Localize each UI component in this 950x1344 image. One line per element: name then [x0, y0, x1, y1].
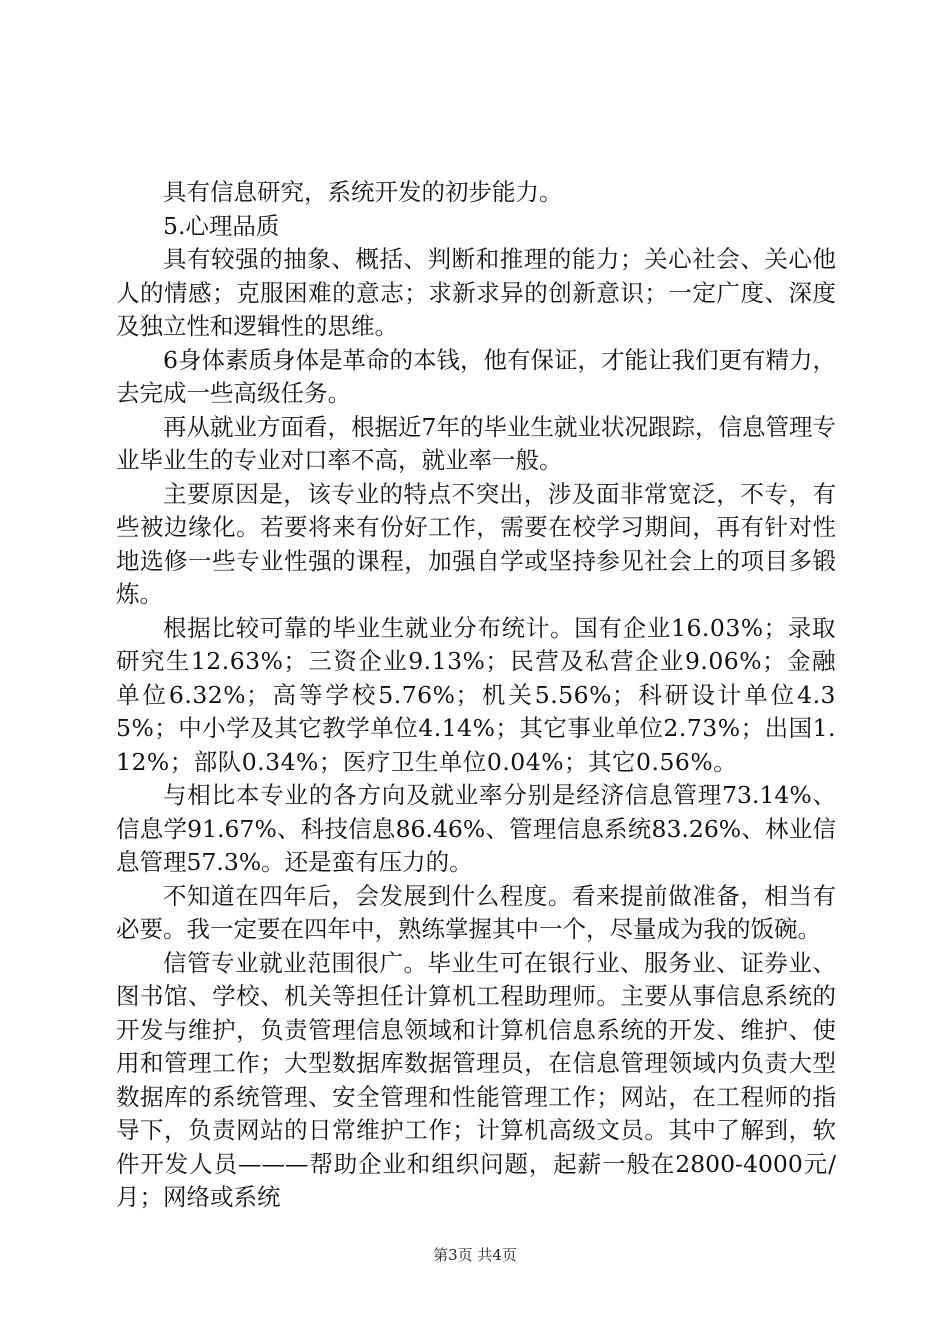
- paragraph-9: 不知道在四年后，会发展到什么程度。看来提前做准备，相当有必要。我一定要在四年中，熟练掌握其中一个，尽量成为我的饭碗。: [116, 881, 836, 943]
- paragraph-8: 与相比本专业的各方向及就业率分别是经济信息管理73.14%、信息学91.67%、科技信息86.46%、管理信息系统83.26%、林业信息管理57.3%。还是蛮有压力的。: [116, 781, 836, 876]
- paragraph-5: 再从就业方面看，根据近7年的毕业生就业状况跟踪，信息管理专业毕业生的专业对口率不高，就业率一般。: [116, 412, 836, 474]
- document-body: [116, 176, 836, 1215]
- paragraph-2-heading: 5.心理品质: [163, 211, 280, 240]
- paragraph-10: 信管专业就业范围很广。毕业生可在银行业、服务业、证券业、图书馆、学校、机关等担任计算机工程助理师。主要从事信息系统的开发与维护，负责管理信息领域和计算机信息系统的开发、维护、使用和管理工作；大型数据库数据管理员，在信息管理领域内负责大型数据库的系统管理、安全管理和性能管理工作；网站，在工程师的指导下，负责网站的日常维护工作；计算机高级文员。其中了解到，软件开发人员———帮助企业和组织问题，起薪一般在2800-4000元/月；网络或系统: [116, 948, 836, 1211]
- paragraph-6: 主要原因是，该专业的特点不突出，涉及面非常宽泛，不专，有些被边缘化。若要将来有份好工作，需要在校学习期间，再有针对性地选修一些专业性强的课程，加强自学或坚持参见社会上的项目多锻炼。: [116, 479, 836, 608]
- paragraph-4: 6身体素质身体是革命的本钱，他有保证，才能让我们更有精力，去完成一些高级任务。: [116, 345, 836, 407]
- page-number-footer: 第3页 共4页: [433, 1246, 517, 1264]
- paragraph-3: 具有较强的抽象、概括、判断和推理的能力；关心社会、关心他人的情感；克服困难的意志；求新求异的创新意识；一定广度、深度及独立性和逻辑性的思维。: [116, 245, 836, 340]
- paragraph-1: 具有信息研究，系统开发的初步能力。: [163, 178, 563, 206]
- paragraph-7: 根据比较可靠的毕业生就业分布统计。国有企业16.03%；录取研究生12.63%；三资企业9.13%；民营及私营企业9.06%；金融单位6.32%；高等学校5.76%；机关5.56%；科研设计单位4.35%；中小学及其它教学单位4.14%；其它事业单位2.73%；出国1.12%；部队0.34%；医疗卫生单位0.04%；其它0.56%。: [116, 613, 837, 776]
